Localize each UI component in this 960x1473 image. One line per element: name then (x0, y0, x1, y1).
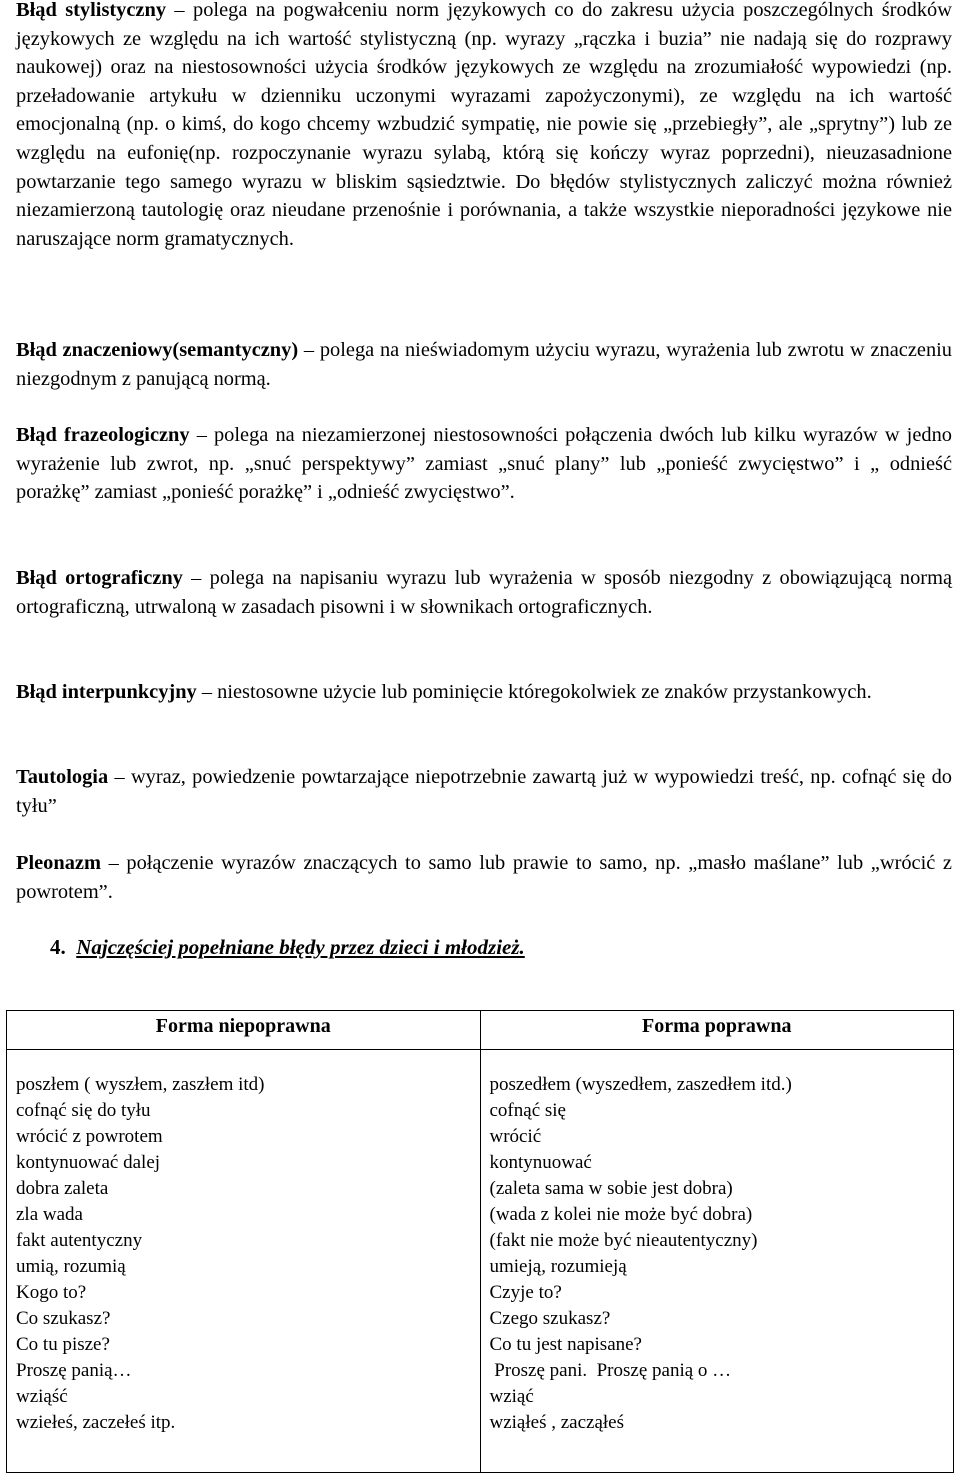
term-semantic-error: Błąd znaczeniowy(semantyczny) (16, 339, 299, 361)
section-number: 4. (50, 935, 66, 959)
paragraph-pleonasm (16, 849, 952, 906)
column-header-correct: Forma poprawna (480, 1011, 954, 1050)
section-heading (50, 933, 525, 961)
term-tautology: Tautologia (16, 766, 109, 788)
table-row (7, 1050, 954, 1473)
table-header-row (7, 1011, 954, 1050)
column-header-incorrect: Forma niepoprawna (7, 1011, 481, 1050)
term-pleonasm: Pleonazm (16, 852, 101, 874)
paragraph-punctuation-error (16, 678, 952, 707)
list-item-correct: wziąłeś , zacząłeś (489, 1412, 624, 1433)
term-punctuation-error: Błąd interpunkcyjny (16, 681, 197, 703)
paragraph-orthographic-error (16, 564, 952, 621)
section-title: Najczęściej popełniane błędy przez dzieci i młodzież. (76, 935, 525, 959)
list-item-correct: umieją, rozumieją (489, 1256, 627, 1277)
list-item-correct: Proszę pani. Proszę panią o … (489, 1360, 732, 1381)
paragraph-phraseological-error (16, 421, 952, 507)
paragraph-tautology (16, 763, 952, 820)
definition-tautology: – wyraz, powiedzenie powtarzające niepotrzebnie zawartą już w wypowiedzi treść, np. cofnąć się do tyłu” (16, 766, 952, 817)
definition-stylistic-error: – polega na pogwałceniu norm językowych co do zakresu użycia poszczególnych środków językowych ze względu na ich wartość stylistyczną (np. wyrazy „rączka i buzia” nie nadają się do rozprawy naukowej) oraz na niestosowności użycia środków językowych ze względu na zrozumiałość wypowiedzi (np. przeładowanie artykułu w dzienniku uczonymi wyrazami zapożyczonymi), ze względu na ich wartość emocjonalną (np. o kimś, do kogo chcemy wzbudzić sympatię, nie powie się „przebiegły”, ale „sprytny”) lub ze względu na eufonię(np. rozpoczynanie wyrazu sylabą, którą się kończy wyraz poprzedni), nieuzasadnione powtarzanie tego samego wyrazu w bliskim sąsiedztwie. Do błędów stylistycznych zaliczyć można również niezamierzoną tautologię oraz nieudane przenośnie i porównania, a także wszystkie nieporadności językowe nie naruszające norm gramatycznych. (16, 0, 952, 250)
paragraph-stylistic-error (16, 0, 952, 253)
incorrect-forms-cell (7, 1050, 481, 1473)
term-orthographic-error: Błąd ortograficzny (16, 567, 183, 589)
list-item-incorrect: Co szukasz? (16, 1308, 111, 1329)
forms-table (6, 1010, 954, 1473)
list-item-incorrect: kontynuować dalej (16, 1152, 161, 1173)
list-item-incorrect: wrócić z powrotem (16, 1126, 163, 1147)
definition-phraseological-error: – polega na niezamierzonej niestosowności połączenia dwóch lub kilku wyrazów w jedno wyrażenie lub zwrot, np. „snuć perspektywy” zamiast „snuć plany” lub „ponieść zwycięstwo” i „ odnieść porażkę” zamiast „ponieść porażkę” i „odnieść zwycięstwo”. (16, 424, 952, 504)
list-item-correct: (fakt nie może być nieautentyczny) (489, 1230, 758, 1251)
list-item-correct: Co tu jest napisane? (489, 1334, 642, 1355)
list-item-correct: wrócić (489, 1126, 542, 1147)
list-item-incorrect: zla wada (16, 1204, 83, 1225)
definition-semantic-error: – polega na nieświadomym użyciu wyrazu, wyrażenia lub zwrotu w znaczeniu niezgodnym z panującą normą. (16, 339, 952, 390)
list-item-correct: (zaleta sama w sobie jest dobra) (489, 1178, 733, 1199)
term-stylistic-error: Błąd stylistyczny (16, 0, 167, 21)
list-item-incorrect: umią, rozumią (16, 1256, 126, 1277)
list-item-incorrect: Proszę panią… (16, 1360, 132, 1381)
list-item-incorrect: Kogo to? (16, 1282, 87, 1303)
definition-punctuation-error: – niestosowne użycie lub pominięcie któregokolwiek ze znaków przystankowych. (196, 681, 872, 703)
list-item-correct: kontynuować (489, 1152, 592, 1173)
list-item-incorrect: wziełeś, zaczełeś itp. (16, 1412, 176, 1433)
list-item-incorrect: poszłem ( wyszłem, zaszłem itd) (16, 1074, 265, 1095)
paragraph-semantic-error (16, 336, 952, 393)
correct-forms-list (490, 1072, 954, 1436)
incorrect-forms-list (16, 1072, 480, 1436)
list-item-incorrect: Co tu pisze? (16, 1334, 110, 1355)
list-item-correct: Czego szukasz? (489, 1308, 611, 1329)
definition-pleonasm: – połączenie wyrazów znaczących to samo lub prawie to samo, np. „masło maślane” lub „wrócić z powrotem”. (16, 852, 952, 903)
list-item-incorrect: wziąść (16, 1386, 68, 1407)
list-item-incorrect: cofnąć się do tyłu (16, 1100, 151, 1121)
list-item-correct: Czyje to? (489, 1282, 562, 1303)
list-item-correct: wziąć (489, 1386, 534, 1407)
list-item-incorrect: fakt autentyczny (16, 1230, 143, 1251)
correct-forms-cell (480, 1050, 954, 1473)
term-phraseological-error: Błąd frazeologiczny (16, 424, 190, 446)
list-item-correct: (wada z kolei nie może być dobra) (489, 1204, 753, 1225)
definition-orthographic-error: – polega na napisaniu wyrazu lub wyrażenia w sposób niezgodny z obowiązującą normą ortograficzną, utrwaloną w zasadach pisowni i w słownikach ortograficznych. (16, 567, 952, 618)
list-item-incorrect: dobra zaleta (16, 1178, 109, 1199)
list-item-correct: cofnąć się (489, 1100, 566, 1121)
list-item-correct: poszedłem (wyszedłem, zaszedłem itd.) (489, 1074, 792, 1095)
